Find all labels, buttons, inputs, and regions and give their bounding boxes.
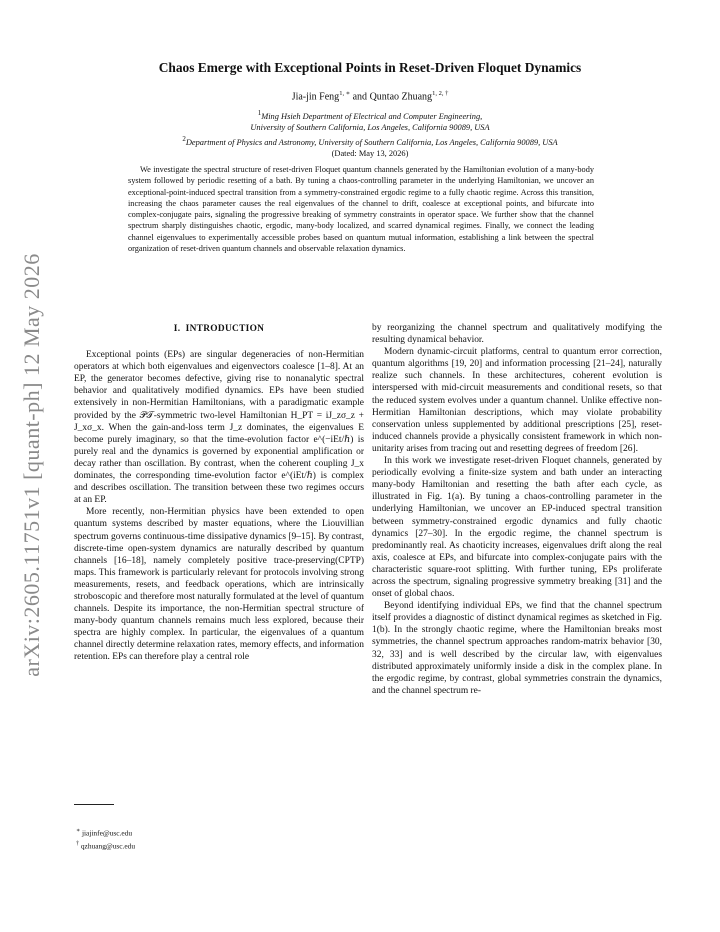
paper-title: Chaos Emerge with Exceptional Points in Reset-Driven Floquet Dynamics	[158, 60, 582, 75]
author-affiliation-marks: 1, 2, †	[432, 90, 449, 97]
footnote-divider	[74, 804, 114, 805]
dated-line: (Dated: May 13, 2026)	[331, 149, 409, 159]
right-column	[372, 322, 662, 697]
footnote-email-1: ∗ jiajinfe@usc.edu	[76, 828, 133, 838]
author-name: Jia-jin Feng	[291, 91, 340, 103]
section-number: I.	[173, 324, 181, 334]
paragraph: In this work we investigate reset-driven Floquet channels, generated by periodically evolving a finite-size system and bath under an interacting many-body Hamiltonian and resetting the bath after each cycle, as illustrated in Fig. 1(a). By tuning a chaos-controlling parameter in the underlying Hamiltonian, we uncover an EP-induced spectral transition between symmetry-constrained ergodic dynamics and fully chaotic dynamics [27–30]. In the ergodic regime, the channel spectrum is predominantly real. As chaoticity increases, eigenvalues drift along the real axis, coalesce at EPs, and bifurcate into complex-conjugate pairs with the characteristic square-root splitting. With further tuning, EPs proliferate across the spectrum, signaling progressive symmetry breaking [31] and the onset of global chaos.	[372, 456, 662, 600]
author-affiliation-marks: 1, ∗	[339, 90, 351, 97]
paragraph: Modern dynamic-circuit platforms, central to quantum error correction, quantum algorithms [19, 20] and information processing [21–24], naturally realize such channels. In these architectures, coherent evolution is interspersed with mid-circuit measurements and conditional resets, so that the reduced system evolves under a quantum channel. Unlike effective non-Hermitian Hamiltonian descriptions, which may violate probability conservation unless supplemented by additional prescriptions [25], reset-induced channels provide a physically consistent framework in which non-unitarity arises from tracing out and resetting degrees of freedom [26].	[372, 347, 662, 454]
author-conjunction: and	[352, 91, 368, 103]
author-name: Quntao Zhuang	[369, 91, 433, 103]
paragraph: by reorganizing the channel spectrum and qualitatively modifying the resulting dynamical behavior.	[372, 323, 662, 346]
footnote-email-2: † qzhuang@usc.edu	[76, 841, 136, 851]
section-title: INTRODUCTION	[185, 324, 265, 334]
section-heading	[74, 323, 364, 335]
affiliation-1-line2: University of Southern California, Los Angeles, California 90089, USA	[250, 123, 490, 133]
paragraph: Beyond identifying individual EPs, we find that the channel spectrum itself provides a diagnostic of distinct dynamical regimes as sketched in Fig. 1(b). In the strongly chaotic regime, where the Hamiltonian breaks most symmetries, the channel spectrum approaches random-matrix behavior [30, 32, 33] and is well described by the circular law, with eigenvalues distributed approximately uniformly inside a disk in the complex plane. In the ergodic regime, by contrast, global symmetries constrain the dynamics, and the channel spectrum re-	[372, 601, 662, 696]
author-list	[70, 89, 670, 102]
left-column	[74, 322, 364, 664]
footnotes	[76, 826, 135, 852]
abstract: We investigate the spectral structure of reset-driven Floquet quantum channels generated by the Hamiltonian evolution of a many-body system followed by periodic resetting of a bath. By tuning a chaos-controlling parameter in the underlying Hamiltonian, we uncover an exceptional-point-induced spectral transition from a symmetry-constrained ergodic regime to a fully chaotic regime. Across this transition, increasing the chaos parameter causes the real eigenvalues of the channel to drift, coalesce at exceptional points, and bifurcate into complex-conjugate pairs, signaling the progressive breaking of symmetry constraints in operator space. We further show that the channel spectrum sharply distinguishes chaotic, ergodic, many-body localized, and scarred dynamical regimes. Finally, we connect the leading channel eigenvalues to experimentally accessible probes based on quantum mutual information, establishing a link between the spectral organization of reset-driven quantum channels and observable relaxation dynamics.	[128, 165, 594, 254]
paragraph: Exceptional points (EPs) are singular degeneracies of non-Hermitian operators at which both eigenvalues and eigenvectors coalesce [1–8]. At an EP, the generator becomes defective, giving rise to nonanalytic spectral behavior and qualitatively modified dynamics. EPs have been studied extensively in non-Hermitian Hamiltonians, with a paradigmatic example provided by the 𝒫𝒯-symmetric two-level Hamiltonian H_PT = iJ_zσ_z + J_xσ_x. When the gain-and-loss term J_z dominates, the eigenvalues E become purely imaginary, so that the time-evolution factor e^(−iEt/ℏ) is purely real and the dynamics is governed by exponential amplification or decay rather than oscillation. By contrast, when the coherent coupling J_x dominates, the corresponding time-evolution factor e^(iEt/ℏ) is complex and describes oscillation. The transition between these two regimes occurs at an EP.	[74, 350, 364, 506]
affiliation-2: $^2$Department of Physics and Astronomy, University of Southern California, Los Angeles, California 90089, USA	[182, 134, 558, 147]
arxiv-identifier-text: arXiv:2605.11751v1 [quant-ph] 12 May 2026	[19, 253, 45, 677]
affiliation-1: $^1$Ming Hsieh Department of Electrical and Computer Engineering,	[257, 109, 483, 121]
paragraph: More recently, non-Hermitian physics have been extended to open quantum systems described by master equations, where the Liouvillian spectrum governs continuous-time dissipative dynamics [9–15]. By contrast, discrete-time open-system dynamics are naturally described by quantum channels [16–18], namely completely positive trace-preserving(CPTP) maps. This framework is particularly relevant for protocols involving strong measurements, resets, and feedback operations, which are intrinsically stroboscopic and therefore most naturally formulated at the level of quantum channels. Despite its importance, the non-Hermitian spectral structure of many-body quantum channels remains much less explored, because their spectra are highly complex. In particular, the eigenvalues of a quantum channel directly determine relaxation rates, memory effects, and information retention. EPs can therefore play a central role	[74, 507, 364, 663]
affiliations	[60, 108, 680, 160]
arxiv-identifier	[12, 240, 52, 690]
